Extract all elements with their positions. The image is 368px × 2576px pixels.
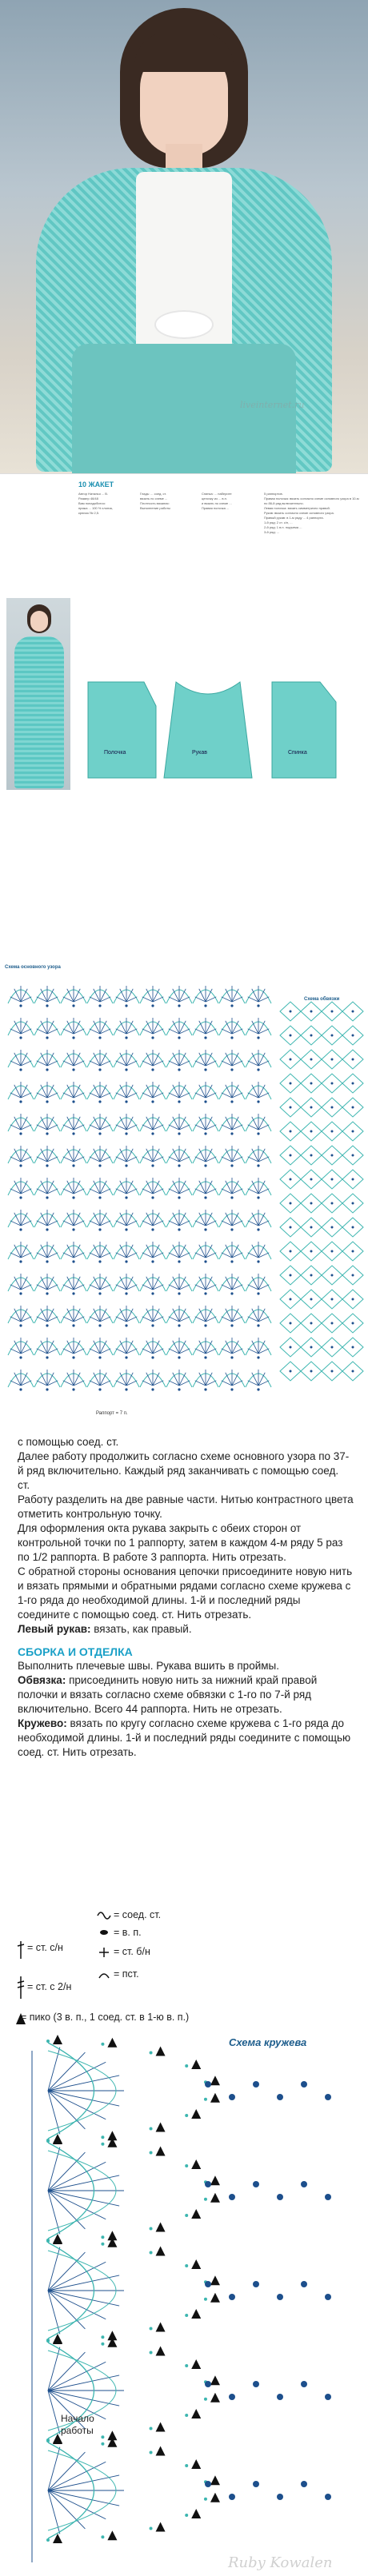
lace-title: Схема кружева bbox=[229, 2036, 307, 2048]
piece-label-front: Полочка bbox=[104, 750, 126, 756]
sl-st-symbol-icon bbox=[98, 1912, 110, 1919]
symbol-legend bbox=[0, 1906, 368, 2030]
bow-shape bbox=[156, 312, 212, 337]
model-photo bbox=[0, 0, 368, 473]
para-9: Кружево: вязать по кругу согласно схеме кружева с 1-го ряда до необходимой длины. 1-й и последний ряды соедините с помощью соед. ст. Нить отрезать. bbox=[18, 1717, 351, 1758]
desc-column-2: Гладь: ... соед. ст. вязать по схеме ... Плотность вязания: Выполнение работы bbox=[140, 492, 170, 510]
piece-label-back: Спинка bbox=[288, 750, 307, 756]
legend-dc: = ст. с/н bbox=[27, 1942, 63, 1953]
description-page bbox=[0, 473, 368, 961]
para-5: С обратной стороны основания цепочки присоедините новую нить и вязать прямыми и обратными рядами согласно схеме кружева с 1-го ряда до необходимой длины. 1-й и последний ряды соедините с помощью соед. ст. Нить отрезать. bbox=[18, 1565, 353, 1621]
edge-stitch-chart bbox=[280, 1002, 363, 1381]
para-6: Левый рукав: вязать, как правый. bbox=[18, 1623, 192, 1635]
work-start-label: Начало работы bbox=[61, 2413, 94, 2436]
para-1: с помощью соед. ст. bbox=[18, 1436, 119, 1448]
para-4: Для оформления окта рукава закрыть с обеих сторон от контрольной точки по 1 раппорту, затем в каждом 4-м ряду 5 раз по 1/2 раппорта. В работе 3 раппорта. Нить отрезать. bbox=[18, 1522, 343, 1563]
piece-label-sleeve: Рукав bbox=[192, 750, 207, 756]
assembly-heading: СБОРКА И ОТДЕЛКА bbox=[18, 1645, 133, 1658]
instructions-text bbox=[18, 1435, 354, 1760]
para-3: Работу разделить на две равные части. Нитью контрастного цвета отметить контрольную точку. bbox=[18, 1493, 354, 1520]
desc-column-3: Спинка: ... наберите цепочку из ... в.п. и вязать по схеме ... Правая полочка ... bbox=[202, 492, 232, 510]
main-pattern-diagram bbox=[0, 963, 368, 1427]
para-2: Далее работу продолжить согласно схеме основного узора по 37-й ряд включительно. Каждый ряд заканчивать с помощью соед. ст. bbox=[18, 1450, 350, 1491]
rapport-label: Раппорт = 7 п. bbox=[96, 1411, 128, 1416]
hero-watermark: liveinternet.ru bbox=[240, 400, 305, 410]
ldc-symbol-icon bbox=[99, 1974, 109, 1978]
sc-symbol-icon bbox=[99, 1948, 109, 1957]
para-7: Выполнить плечевые швы. Рукава вшить в проймы. bbox=[18, 1660, 279, 1672]
piece-sleeve bbox=[164, 682, 252, 778]
legend-ldc: = пст. bbox=[114, 1968, 139, 1980]
main-diagram-svg bbox=[0, 963, 368, 1411]
main-stitch-chart bbox=[8, 986, 271, 1391]
legend-sl-st: = соед. ст. bbox=[114, 1909, 162, 1920]
pattern-pieces bbox=[80, 666, 360, 794]
main-diagram-title: Схема основного узора bbox=[5, 965, 61, 970]
legend-chain: = в. п. bbox=[114, 1927, 142, 1938]
bangs-shape bbox=[134, 32, 234, 72]
legend-sc: = ст. б/н bbox=[114, 1946, 150, 1957]
desc-column-1: Автор Наталья ... В. Размер 46/48 Вам понадобится: пряжа ... 100 % хлопок, крючок № 2,5. bbox=[78, 492, 114, 515]
pattern-number: 10 ЖАКЕТ bbox=[78, 481, 114, 488]
legend-picot: = пико (3 в. п., 1 соед. ст. в 1-ю в. п.) bbox=[21, 2012, 190, 2023]
chain-symbol-icon bbox=[100, 1930, 108, 1935]
lace-stitch-chart bbox=[32, 2035, 331, 2562]
piece-front bbox=[272, 682, 336, 778]
lace-diagram bbox=[0, 2035, 368, 2576]
model-photo-small bbox=[6, 598, 70, 790]
desc-column-4: 5 раппортов. Правая полочка: вязать согласно схеме основного узора в 10-м по 86-й ряд включительно. Левая полочка: вязать симметрично правой. Рукав: вязать согласно схеме основного узора. Правый рукав: в 1-м ряду ... 4 раппорта. 1-й ряд: 2 ст. с/н, ... 2-й ряд: 1 в.п. подъема ... 3-й ряд: ... bbox=[264, 492, 359, 534]
edge-diagram-title: Схема обвязки bbox=[304, 997, 340, 1002]
legend-tr: = ст. с 2/н bbox=[27, 1981, 72, 1992]
lace-diagram-svg bbox=[0, 2035, 368, 2576]
lace-watermark: Ruby Kowalen bbox=[228, 2554, 333, 2571]
para-8: Обвязка: присоединить новую нить за нижний край правой полочки и вязать согласно схеме обвязки с 1-го по 7-й ряд включительно. Всего 44 раппорта. Нить не отрезать. bbox=[18, 1674, 318, 1715]
piece-back-left bbox=[88, 682, 156, 778]
